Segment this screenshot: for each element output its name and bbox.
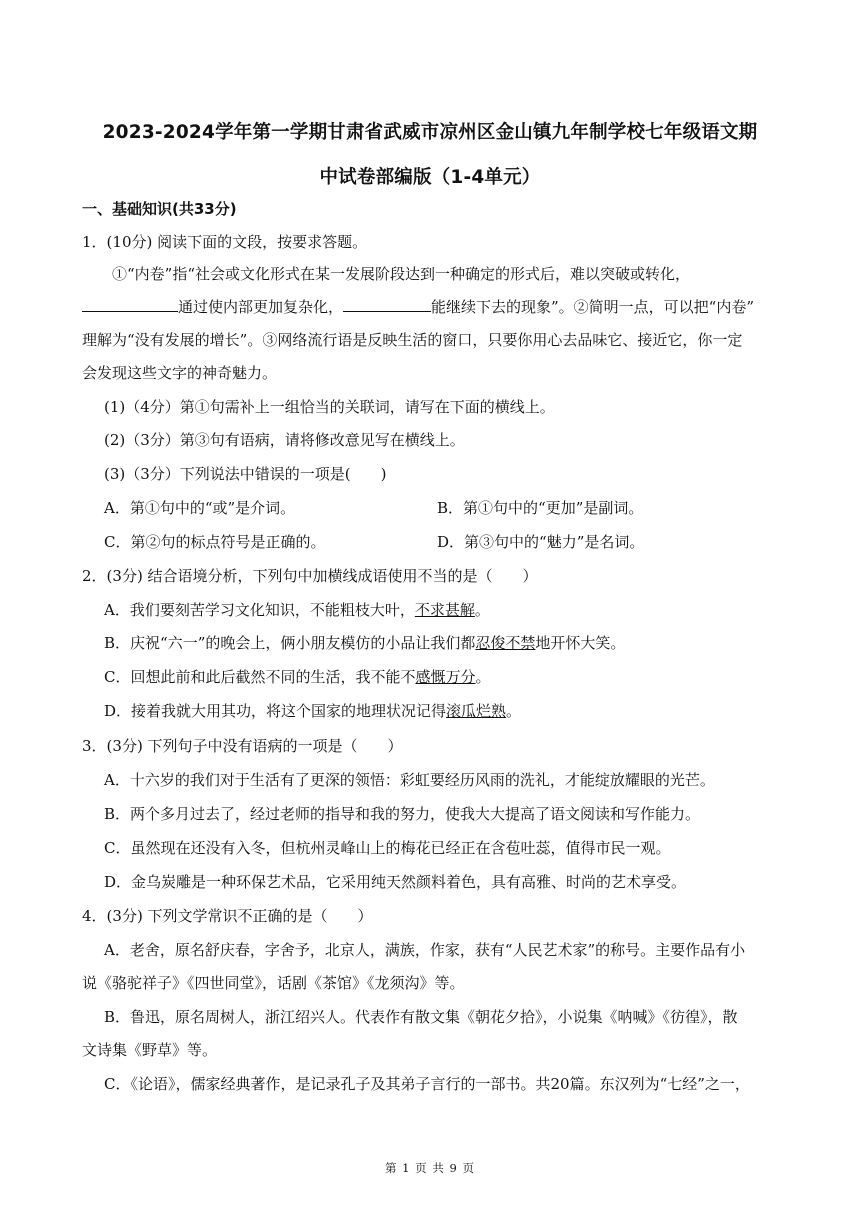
q3-option-a[interactable]: A．十六岁的我们对于生活有了更深的领悟：彩虹要经历风雨的洗礼，才能绽放耀眼的光芒。 bbox=[104, 771, 715, 789]
q3-stem: 3．(3分) 下列句子中没有语病的一项是（ ） bbox=[82, 737, 403, 755]
q2-d-idiom: 滚瓜烂熟 bbox=[446, 702, 507, 720]
q1-sub-1: (1)（4分）第①句需补上一组恰当的关联词，请写在下面的横线上。 bbox=[104, 398, 555, 416]
q2-stem: 2．(3分) 结合语境分析，下列句中加横线成语使用不当的是（ ） bbox=[82, 567, 538, 585]
q2-b-end: 地开怀大笑。 bbox=[535, 634, 626, 652]
q3-option-b[interactable]: B．两个多月过去了，经过老师的指导和我的努力，使我大大提高了语文阅读和写作能力。 bbox=[104, 805, 701, 823]
q2-d-text: D．接着我就大用其功，将这个国家的地理状况记得 bbox=[104, 702, 447, 720]
section-heading: 一、基础知识(共33分) bbox=[82, 200, 237, 218]
q2-c-text: C．回想此前和此后截然不同的生活，我不能不 bbox=[104, 668, 416, 686]
q2-option-c[interactable] bbox=[104, 667, 491, 687]
q2-d-end: 。 bbox=[506, 702, 522, 720]
q1-para-line-2a: 通过使内部更加复杂化， bbox=[178, 298, 344, 316]
q2-option-b[interactable] bbox=[104, 633, 625, 653]
q1-stem: 1．(10分) 阅读下面的文段，按要求答题。 bbox=[82, 233, 368, 251]
q2-option-a[interactable] bbox=[104, 600, 490, 620]
q1-sub-3: (3)（3分）下列说法中错误的一项是( ) bbox=[104, 465, 387, 483]
fill-blank-1[interactable] bbox=[82, 297, 178, 312]
exam-title-line-2: 中试卷部编版（1-4单元） bbox=[319, 167, 541, 188]
q2-a-text: A．我们要刻苦学习文化知识，不能粗枝大叶， bbox=[104, 601, 415, 619]
q1-para-line-2b: 能继续下去的现象”。②简明一点，可以把“内卷” bbox=[431, 298, 755, 316]
q3-option-c[interactable]: C．虽然现在还没有入冬，但杭州灵峰山上的梅花已经正在含苞吐蕊，值得市民一观。 bbox=[104, 839, 671, 857]
q4-option-b-line-1[interactable]: B．鲁迅，原名周树人，浙江绍兴人。代表作有散文集《朝花夕拾》，小说集《呐喊》《彷徨》，散 bbox=[104, 1008, 738, 1026]
q1-para-line-4: 会发现这些文字的神奇魅力。 bbox=[82, 364, 278, 382]
q4-option-a-line-2: 说《骆驼祥子》《四世同堂》，话剧《茶馆》《龙须沟》等。 bbox=[82, 974, 465, 992]
q2-b-text: B．庆祝“六一”的晚会上，俩小朋友模仿的小品让我们都 bbox=[104, 634, 476, 652]
q2-a-end: 。 bbox=[474, 601, 490, 619]
exam-title-line-1: 2023-2024学年第一学期甘肃省武威市凉州区金山镇九年制学校七年级语文期 bbox=[102, 122, 758, 143]
q1-option-d[interactable]: D．第③句中的“魅力”是名词。 bbox=[437, 533, 645, 551]
q1-sub-2: (2)（3分）第③句有语病，请将修改意见写在横线上。 bbox=[104, 431, 465, 449]
q3-option-d[interactable]: D．金乌炭雕是一种环保艺术品，它采用纯天然颜料着色，具有高雅、时尚的艺术享受。 bbox=[104, 873, 687, 891]
q2-c-end: 。 bbox=[475, 668, 491, 686]
page-footer: 第 1 页 共 9 页 bbox=[385, 1161, 475, 1175]
q1-para-line-3: 理解为“没有发展的增长”。③网络流行语是反映生活的窗口，只要你用心去品味它、接近它，你一定 bbox=[82, 331, 743, 349]
q4-option-a-line-1[interactable]: A．老舍，原名舒庆春，字舍予，北京人，满族，作家，获有“人民艺术家”的称号。主要作品有小 bbox=[104, 941, 746, 959]
fill-blank-2[interactable] bbox=[343, 297, 431, 312]
q2-a-idiom: 不求甚解 bbox=[414, 601, 475, 619]
q1-para-line-2 bbox=[82, 297, 754, 317]
q1-option-a[interactable]: A．第①句中的“或”是介词。 bbox=[104, 499, 296, 517]
q2-c-idiom: 感慨万分 bbox=[415, 668, 476, 686]
q4-option-b-line-2: 文诗集《野草》等。 bbox=[82, 1041, 218, 1059]
q2-option-d[interactable] bbox=[104, 701, 521, 721]
q4-option-c-line-1[interactable]: C．《论语》，儒家经典著作，是记录孔子及其弟子言行的一部书。共20篇。东汉列为“七经”之一， bbox=[104, 1075, 750, 1093]
q1-option-c[interactable]: C．第②句的标点符号是正确的。 bbox=[104, 533, 326, 551]
q4-stem: 4．(3分) 下列文学常识不正确的是（ ） bbox=[82, 907, 373, 925]
q2-b-idiom: 忍俊不禁 bbox=[475, 634, 536, 652]
q1-option-b[interactable]: B．第①句中的“更加”是副词。 bbox=[437, 499, 644, 517]
q1-para-line-1: ①“内卷”指“社会或文化形式在某一发展阶段达到一种确定的形式后，难以突破或转化， bbox=[112, 265, 691, 283]
